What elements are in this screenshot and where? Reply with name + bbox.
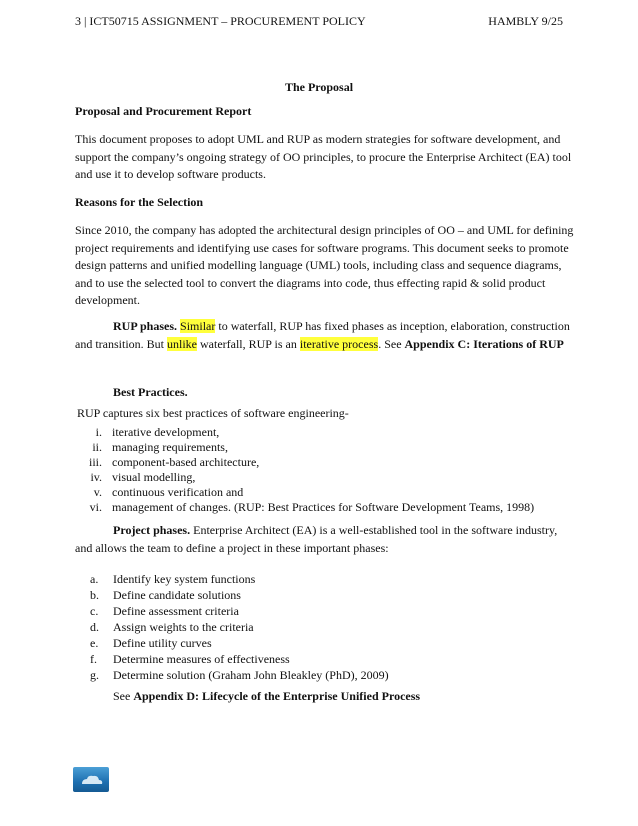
- cloud-icon: [73, 767, 109, 792]
- list-item-number: iv.: [90, 470, 102, 484]
- list-item: [75, 470, 534, 485]
- project-phases-list: [90, 571, 389, 683]
- project-phases-body: Enterprise Architect (EA) is a well-established tool in the software industry, and allows the team to define a project in these important phases:: [75, 523, 558, 555]
- rup-text-3: . See: [378, 336, 405, 351]
- list-item: [90, 619, 389, 635]
- rup-text-2: waterfall, RUP is an: [197, 336, 300, 351]
- list-item-text: Define assessment criteria: [113, 604, 239, 618]
- list-item: [90, 571, 389, 587]
- header-left-text: 3 | ICT50715 ASSIGNMENT – PROCUREMENT POLICY: [75, 14, 366, 28]
- list-item-text: Define candidate solutions: [113, 588, 241, 602]
- list-item-text: managing requirements,: [112, 440, 228, 454]
- section-heading-reasons: Reasons for the Selection: [75, 195, 204, 209]
- cloud-logo-icon: [73, 767, 109, 792]
- list-item-number: e.: [90, 636, 99, 650]
- section-heading-proposal: Proposal and Procurement Report: [75, 104, 252, 118]
- list-item-text: management of changes. (RUP: Best Practices for Software Development Teams, 1998): [112, 500, 535, 514]
- list-item-number: ii.: [92, 440, 102, 454]
- list-item: [90, 587, 389, 603]
- list-item-text: Define utility curves: [113, 636, 212, 650]
- list-item-number: a.: [90, 572, 99, 586]
- list-item-number: d.: [90, 620, 99, 634]
- see-label: See: [113, 689, 134, 703]
- list-item: [75, 500, 534, 515]
- paragraph-proposal: This document proposes to adopt UML and RUP as modern strategies for software development, and support the company’s ongoing strategy of OO principles, to procure the Enterprise Architect (EA) tool and use it to develop software products.: [75, 132, 572, 181]
- page-title: The Proposal: [284, 80, 354, 94]
- best-practices-list: [75, 425, 534, 515]
- list-item-text: visual modelling,: [112, 470, 196, 484]
- paragraph-project-phases: [75, 522, 575, 557]
- paragraph-rup-phases: [75, 318, 575, 353]
- rup-phases-label: RUP phases.: [113, 319, 178, 333]
- highlight-similar: Similar: [180, 319, 216, 333]
- list-item-number: vi.: [89, 500, 102, 514]
- list-item-number: b.: [90, 588, 99, 602]
- list-item: [75, 425, 534, 440]
- list-item-text: Determine measures of effectiveness: [113, 652, 290, 666]
- list-item: [75, 485, 534, 500]
- list-item: [75, 455, 534, 470]
- list-item-text: Determine solution (Graham John Bleakley (PhD), 2009): [113, 668, 389, 682]
- highlight-unlike: unlike: [167, 336, 197, 351]
- list-item: [75, 440, 534, 455]
- list-item-text: Identify key system functions: [113, 572, 256, 586]
- list-item-text: Assign weights to the criteria: [113, 620, 254, 634]
- best-practices-intro: RUP captures six best practices of software engineering-: [77, 406, 349, 420]
- list-item: [90, 667, 389, 683]
- paragraph-reasons: Since 2010, the company has adopted the architectural design principles of OO – and UML for defining project requirements and identifying use cases for software programs. This document seeks to promote design patterns and unified modelling language (UML) tools, including class and sequence diagrams, and to use the selected tool to convert the diagrams into code, thus effecting rapid & solid product development.: [75, 223, 574, 307]
- list-item-number: f.: [90, 652, 97, 666]
- list-item-number: g.: [90, 668, 99, 682]
- list-item: [90, 651, 389, 667]
- list-item-text: continuous verification and: [112, 485, 244, 499]
- list-item-number: i.: [95, 425, 102, 439]
- list-item: [90, 603, 389, 619]
- header-right-text: HAMBLY 9/25: [488, 14, 563, 28]
- list-item-number: c.: [90, 604, 99, 618]
- appendix-c-reference: Appendix C: Iterations of RUP: [404, 336, 564, 351]
- list-item-text: iterative development,: [112, 425, 220, 439]
- list-item-number: iii.: [88, 455, 102, 469]
- list-item-text: component-based architecture,: [112, 455, 260, 469]
- appendix-d-line: [113, 688, 613, 706]
- list-item-number: v.: [93, 485, 102, 499]
- rup-text-1: to waterfall, RUP has fixed phases as inception, elaboration, construction and transition. But: [75, 319, 570, 351]
- project-phases-label: Project phases.: [113, 523, 191, 537]
- appendix-d-reference: Appendix D: Lifecycle of the Enterprise Unified Process: [133, 689, 421, 703]
- list-item: [90, 635, 389, 651]
- best-practices-heading: Best Practices.: [113, 385, 188, 399]
- highlight-iterative-process: iterative process: [299, 336, 379, 351]
- page-header: [75, 14, 563, 29]
